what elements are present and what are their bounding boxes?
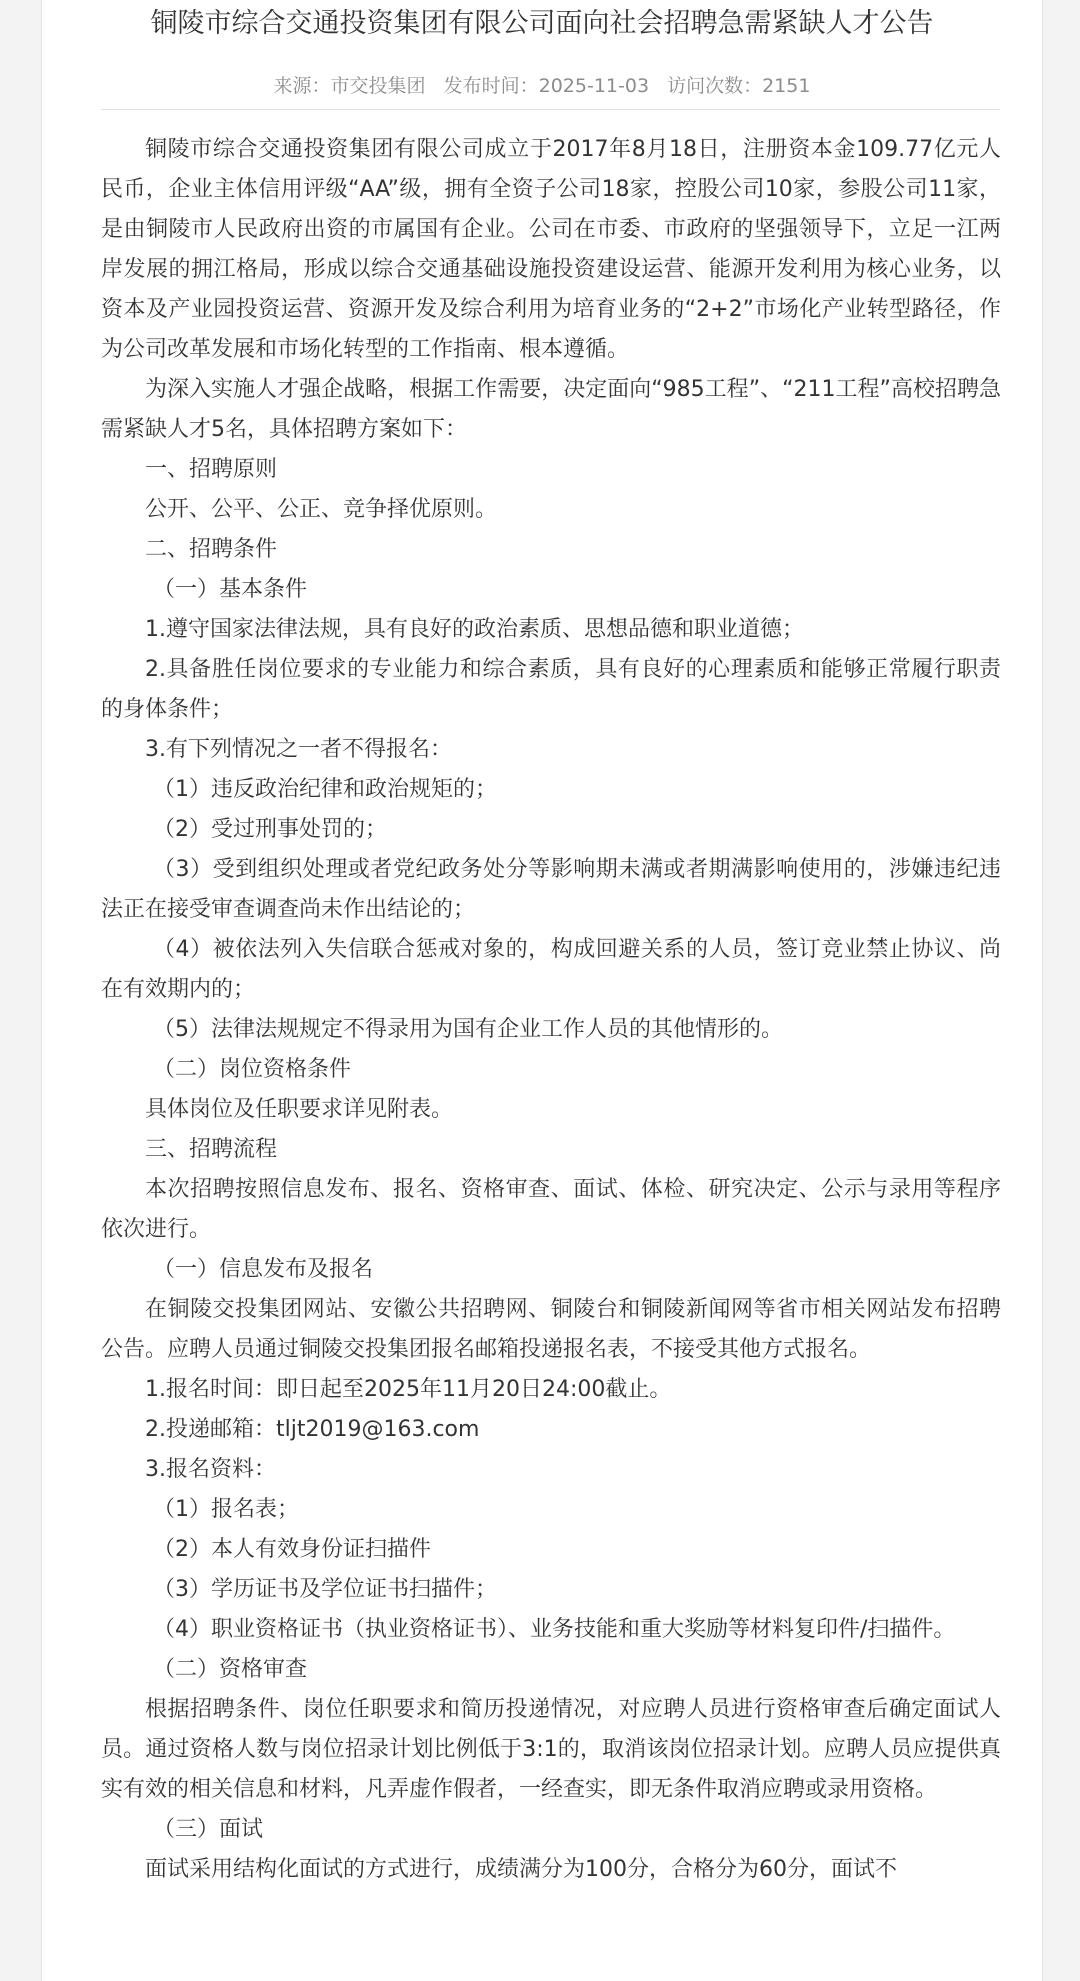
paragraph: 根据招聘条件、岗位任职要求和简历投递情况，对应聘人员进行资格审查后确定面试人员。通过资格人数与岗位招录计划比例低于3:1的，取消该岗位招录计划。应聘人员应提供真实有效的相关信息和材料，凡弄虚作假者，一经查实，即无条件取消应聘或录用资格。 <box>101 1697 1001 1802</box>
list-item: （3）学历证书及学位证书扫描件； <box>153 1577 497 1602</box>
article-meta <box>42 71 1042 101</box>
list-item: （2）本人有效身份证扫描件 <box>153 1537 431 1562</box>
subsection-heading: （三）面试 <box>153 1817 264 1842</box>
list-item: （1）违反政治纪律和政治规矩的； <box>153 777 497 802</box>
list-item: （2）受过刑事处罚的； <box>153 817 387 842</box>
article-title: 铜陵市综合交通投资集团有限公司面向社会招聘急需紧缺人才公告 <box>150 8 934 39</box>
paragraph: 公开、公平、公正、竞争择优原则。 <box>145 497 498 522</box>
list-item: 3.报名资料： <box>145 1457 276 1482</box>
paragraph: 本次招聘按照信息发布、报名、资格审查、面试、体检、研究决定、公示与录用等程序依次进行。 <box>101 1177 1001 1242</box>
title-divider <box>101 109 1000 110</box>
list-item: 1.报名时间：即日起至2025年11月20日24:00截止。 <box>145 1377 672 1402</box>
list-item: （4）被依法列入失信联合惩戒对象的，构成回避关系的人员，签订竞业禁止协议、尚在有效期内的； <box>101 937 1001 1002</box>
list-item: 1.遵守国家法律法规，具有良好的政治素质、思想品德和职业道德； <box>145 617 804 642</box>
article-page <box>41 0 1043 1981</box>
paragraph: 面试采用结构化面试的方式进行，成绩满分为100分，合格分为60分，面试不 <box>145 1857 897 1882</box>
paragraph: 在铜陵交投集团网站、安徽公共招聘网、铜陵台和铜陵新闻网等省市相关网站发布招聘公告。应聘人员通过铜陵交投集团报名邮箱投递报名表，不接受其他方式报名。 <box>101 1297 1001 1362</box>
list-item: （4）职业资格证书（执业资格证书）、业务技能和重大奖励等材料复印件/扫描件。 <box>153 1617 956 1642</box>
list-item: （3）受到组织处理或者党纪政务处分等影响期未满或者期满影响使用的，涉嫌违纪违法正在接受审查调查尚未作出结论的； <box>101 857 1001 922</box>
subsection-heading: （一）基本条件 <box>153 577 308 602</box>
subsection-heading: （二）资格审查 <box>153 1657 308 1682</box>
list-item-email: 2.投递邮箱：tljt2019@163.com <box>145 1417 480 1442</box>
paragraph: 具体岗位及任职要求详见附表。 <box>145 1097 454 1122</box>
section-heading: 二、招聘条件 <box>145 537 278 562</box>
list-item: （5）法律法规规定不得录用为国有企业工作人员的其他情形的。 <box>153 1017 783 1042</box>
subsection-heading: （一）信息发布及报名 <box>153 1257 374 1282</box>
meta-visit-count: 访问次数：2151 <box>667 75 811 97</box>
section-heading: 一、招聘原则 <box>145 457 278 482</box>
section-heading: 三、招聘流程 <box>145 1137 278 1162</box>
paragraph-purpose: 为深入实施人才强企战略，根据工作需要，决定面向“985工程”、“211工程”高校招聘急需紧缺人才5名，具体招聘方案如下： <box>101 377 1001 442</box>
list-item: 3.有下列情况之一者不得报名： <box>145 737 452 762</box>
list-item: （1）报名表； <box>153 1497 299 1522</box>
meta-publish-time: 发布时间：2025-11-03 <box>443 75 650 97</box>
subsection-heading: （二）岗位资格条件 <box>153 1057 352 1082</box>
list-item: 2.具备胜任岗位要求的专业能力和综合素质，具有良好的心理素质和能够正常履行职责的身体条件； <box>101 657 1001 722</box>
meta-source: 来源：市交投集团 <box>273 75 426 97</box>
paragraph-intro: 铜陵市综合交通投资集团有限公司成立于2017年8月18日，注册资本金109.77亿元人民币，企业主体信用评级“AA”级，拥有全资子公司18家，控股公司10家，参股公司11家，是由铜陵市人民政府出资的市属国有企业。公司在市委、市政府的坚强领导下，立足一江两岸发展的拥江格局，形成以综合交通基础设施投资建设运营、能源开发利用为核心业务，以资本及产业园投资运营、资源开发及综合利用为培育业务的“2+2”市场化产业转型路径，作为公司改革发展和市场化转型的工作指南、根本遵循。 <box>101 137 1001 362</box>
article-body <box>101 130 1001 1890</box>
